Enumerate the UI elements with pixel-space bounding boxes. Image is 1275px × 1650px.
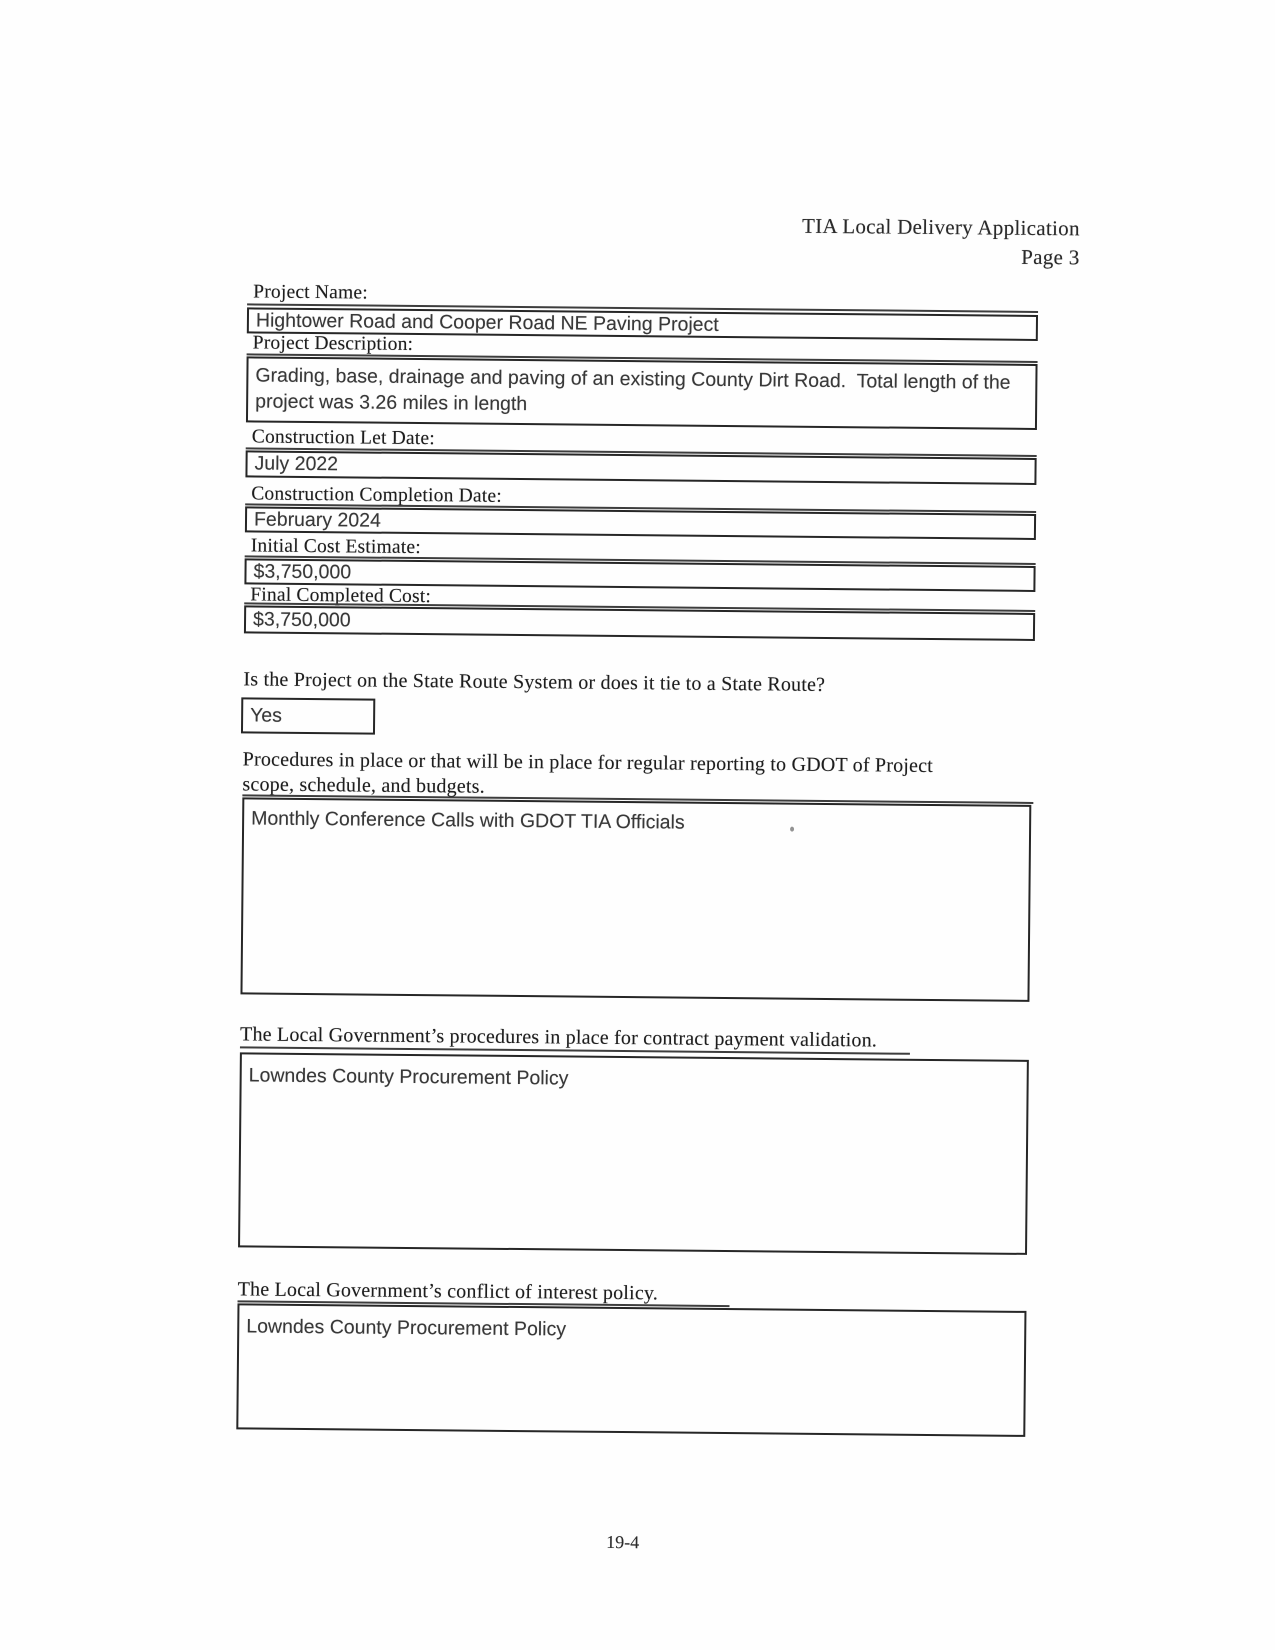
conflict-of-interest-value: Lowndes County Procurement Policy bbox=[246, 1315, 567, 1341]
page-number-footer: 19-4 bbox=[606, 1531, 640, 1553]
document-title: TIA Local Delivery Application bbox=[801, 213, 1080, 241]
reporting-procedures-value: Monthly Conference Calls with GDOT TIA Officials bbox=[251, 807, 685, 834]
reporting-procedures-label-line1: Procedures in place or that will be in place for regular reporting to GDOT of Project bbox=[242, 748, 934, 777]
payment-validation-value: Lowndes County Procurement Policy bbox=[248, 1064, 569, 1090]
state-route-answer-value: Yes bbox=[250, 704, 283, 727]
construction-completion-date-value: February 2024 bbox=[253, 508, 381, 532]
page-indicator: Page 3 bbox=[1021, 244, 1080, 270]
payment-validation-box bbox=[238, 1052, 1029, 1255]
payment-validation-label: The Local Government’s procedures in place for contract payment validation. bbox=[239, 1023, 878, 1052]
conflict-of-interest-box bbox=[236, 1303, 1026, 1437]
document-header bbox=[802, 212, 1080, 273]
state-route-answer-box bbox=[241, 697, 375, 734]
project-description-value: Grading, base, drainage and paving of an existing County Dirt Road. Total length of the project was 3.26 miles in length bbox=[255, 364, 1017, 416]
initial-cost-estimate-value: $3,750,000 bbox=[253, 560, 352, 584]
project-name-label: Project Name: bbox=[253, 281, 368, 304]
reporting-procedures-box bbox=[240, 797, 1031, 1002]
project-name-value: Hightower Road and Cooper Road NE Paving Project bbox=[255, 309, 719, 336]
project-description-label: Project Description: bbox=[252, 332, 414, 355]
construction-let-date-value: July 2022 bbox=[254, 452, 339, 476]
final-completed-cost-label: Final Completed Cost: bbox=[250, 584, 432, 608]
project-description-box bbox=[246, 356, 1038, 430]
final-completed-cost-value: $3,750,000 bbox=[252, 608, 351, 632]
reporting-procedures-label-line2: scope, schedule, and budgets. bbox=[242, 773, 485, 798]
scan-artifact-dot bbox=[790, 827, 794, 832]
initial-cost-estimate-label: Initial Cost Estimate: bbox=[250, 535, 422, 559]
construction-let-date-label: Construction Let Date: bbox=[251, 426, 436, 450]
state-route-question: Is the Project on the State Route System or does it tie to a State Route? bbox=[243, 668, 826, 696]
construction-completion-date-label: Construction Completion Date: bbox=[251, 483, 502, 507]
conflict-of-interest-label: The Local Government’s conflict of interest policy. bbox=[237, 1278, 659, 1305]
